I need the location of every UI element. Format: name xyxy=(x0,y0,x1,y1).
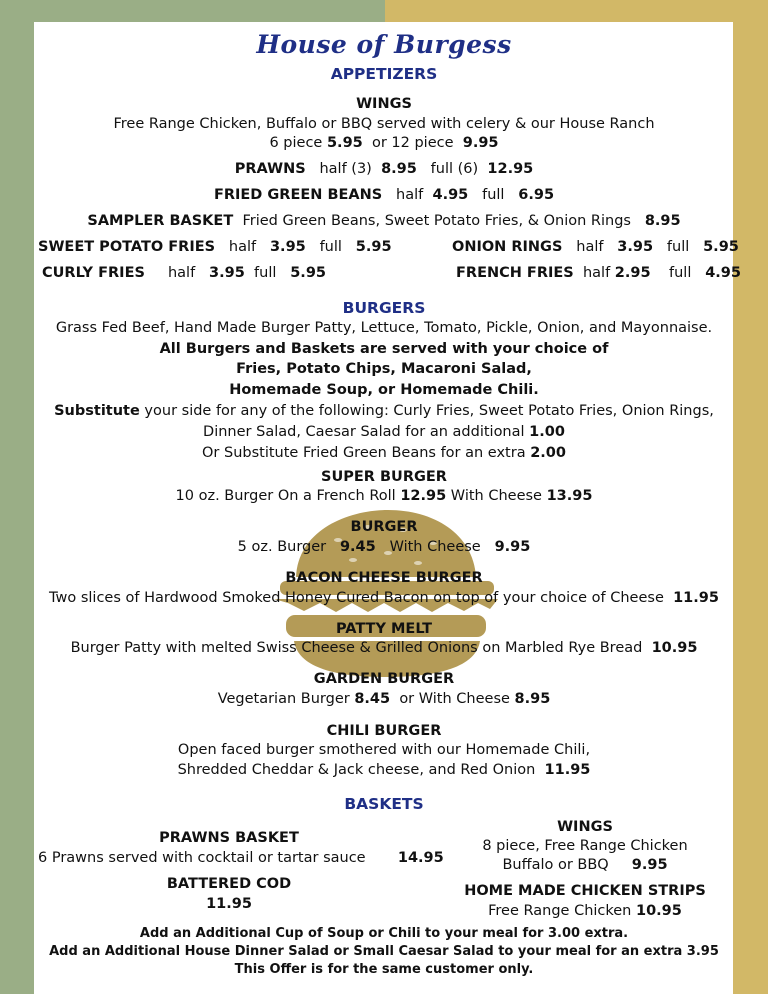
super-burger-cheese-price: 13.95 xyxy=(546,488,593,504)
substitute-text-2: Dinner Salad, Caesar Salad for an additional xyxy=(203,424,525,440)
chili-burger-description-1: Open faced burger smothered with our Homemade Chili, xyxy=(177,742,591,758)
curly-full-price: 5.95 xyxy=(290,265,326,281)
burger-cheese-label: With Cheese xyxy=(389,539,481,555)
prawns-basket-name: PRAWNS BASKET xyxy=(159,830,299,846)
basket-wings-description-1: 8 piece, Free Range Chicken xyxy=(482,838,688,854)
prawns-basket-description: 6 Prawns served with cocktail or tartar sauce xyxy=(38,850,366,866)
patty-melt-name: PATTY MELT xyxy=(335,621,433,637)
patty-melt-description: Burger Patty with melted Swiss Cheese & Grilled Onions on Marbled Rye Bread xyxy=(70,640,643,656)
onion-name: ONION RINGS xyxy=(452,239,563,255)
substitute-line-3 xyxy=(0,443,768,463)
curly-half-price: 3.95 xyxy=(209,265,245,281)
substitute-price-1: 1.00 xyxy=(529,424,565,440)
super-burger-cheese-label: With Cheese xyxy=(450,488,542,504)
chicken-strips-description: Free Range Chicken xyxy=(488,903,632,919)
onion-half-price: 3.95 xyxy=(617,239,654,255)
curly-full-label: full xyxy=(254,265,277,281)
burger-price: 9.45 xyxy=(339,539,376,555)
french-full-price: 4.95 xyxy=(705,265,741,281)
wings-12-price: 9.95 xyxy=(462,135,499,151)
fried-green-beans-item xyxy=(0,185,768,205)
battered-cod-name: BATTERED COD xyxy=(166,876,292,892)
patty-melt-line xyxy=(0,638,768,658)
prawns-full-price: 12.95 xyxy=(487,161,534,177)
garden-burger-line xyxy=(0,689,768,709)
basket-wings-description-2: Buffalo or BBQ xyxy=(502,857,609,873)
burgers-sides-line-1: All Burgers and Baskets are served with your choice of xyxy=(159,341,609,357)
super-burger-name: SUPER BURGER xyxy=(321,469,447,485)
chicken-strips-name: HOME MADE CHICKEN STRIPS xyxy=(464,883,706,899)
basket-wings-line xyxy=(440,855,730,875)
burger-cheese-price: 9.95 xyxy=(494,539,531,555)
substitute-text-1: your side for any of the following: Curly Fries, Sweet Potato Fries, Onion Rings, xyxy=(144,403,714,419)
prawns-half-label: half (3) xyxy=(319,161,372,177)
prawns-basket-line xyxy=(38,848,444,868)
curly-half-label: half xyxy=(167,265,196,281)
spf-full-price: 5.95 xyxy=(355,239,392,255)
burgers-intro: Grass Fed Beef, Hand Made Burger Patty, Lettuce, Tomato, Pickle, Onion, and Mayonnaise. xyxy=(55,320,713,336)
super-burger-description: 10 oz. Burger On a French Roll xyxy=(175,488,396,504)
footer-offer-note: This Offer is for the same customer only. xyxy=(234,962,534,977)
wings-prices xyxy=(0,133,768,153)
prawns-half-price: 8.95 xyxy=(381,161,417,177)
garden-burger-cheese-label: or With Cheese xyxy=(399,691,510,707)
battered-cod-price: 11.95 xyxy=(206,896,252,912)
basket-wings-price: 9.95 xyxy=(631,857,668,873)
french-half-price: 2.95 xyxy=(614,265,651,281)
substitute-text-3: Or Substitute Fried Green Beans for an extra xyxy=(202,445,526,461)
fgb-full-label: full xyxy=(482,187,505,203)
wings-description: Free Range Chicken, Buffalo or BBQ served with celery & our House Ranch xyxy=(113,116,655,132)
garden-burger-description: Vegetarian Burger xyxy=(217,691,350,707)
bacon-cheese-burger-description: Two slices of Hardwood Smoked Honey Cured Bacon on top of your choice of Cheese xyxy=(49,590,664,606)
garden-burger-name: GARDEN BURGER xyxy=(313,671,455,687)
super-burger-price: 12.95 xyxy=(400,488,447,504)
substitute-line-1 xyxy=(0,401,768,421)
chili-burger-line xyxy=(0,760,768,780)
curly-name: CURLY FRIES xyxy=(42,265,145,281)
chili-burger-price: 11.95 xyxy=(544,762,591,778)
onion-rings-item xyxy=(452,237,739,257)
fgb-half-price: 4.95 xyxy=(432,187,469,203)
french-fries-item xyxy=(456,263,741,283)
sampler-basket-item xyxy=(0,211,768,231)
sampler-name: SAMPLER BASKET xyxy=(87,213,234,229)
garden-burger-cheese-price: 8.95 xyxy=(514,691,551,707)
patty-melt-price: 10.95 xyxy=(651,640,698,656)
onion-full-price: 5.95 xyxy=(703,239,739,255)
burger-line xyxy=(0,537,768,557)
footer-salad-offer: Add an Additional House Dinner Salad or Small Caesar Salad to your meal for an extra 3.95 xyxy=(49,944,719,959)
burgers-sides-line-3: Homemade Soup, or Homemade Chili. xyxy=(229,382,539,398)
burger-description: 5 oz. Burger xyxy=(237,539,327,555)
prawns-item xyxy=(0,159,768,179)
burgers-sides-line-2: Fries, Potato Chips, Macaroni Salad, xyxy=(236,361,532,377)
spf-half-label: half xyxy=(228,239,257,255)
fgb-name: FRIED GREEN BEANS xyxy=(213,187,383,203)
prawns-basket-price: 14.95 xyxy=(397,850,444,866)
sampler-price: 8.95 xyxy=(644,213,681,229)
burgers-heading: BURGERS xyxy=(342,299,426,317)
appetizers-heading: APPETIZERS xyxy=(330,65,438,83)
french-full-label: full xyxy=(669,265,692,281)
bacon-cheese-burger-price: 11.95 xyxy=(673,590,719,606)
french-half-label: half xyxy=(582,265,611,281)
french-name: FRENCH FRIES xyxy=(456,265,574,281)
fgb-half-label: half xyxy=(396,187,424,203)
spf-name: SWEET POTATO FRIES xyxy=(38,239,216,255)
wings-6-label: 6 piece xyxy=(269,135,323,151)
substitute-line-2 xyxy=(0,422,768,442)
spf-half-price: 3.95 xyxy=(269,239,306,255)
onion-full-label: full xyxy=(666,239,690,255)
wings-6-price: 5.95 xyxy=(326,135,363,151)
curly-fries-item xyxy=(42,263,326,283)
prawns-name: PRAWNS xyxy=(234,161,306,177)
prawns-full-label: full (6) xyxy=(430,161,479,177)
chili-burger-description-2: Shredded Cheddar & Jack cheese, and Red Onion xyxy=(177,762,536,778)
chicken-strips-price: 10.95 xyxy=(636,903,682,919)
wings-name: WINGS xyxy=(356,96,412,112)
wings-12-label: or 12 piece xyxy=(371,135,454,151)
onion-half-label: half xyxy=(576,239,604,255)
chili-burger-name: CHILI BURGER xyxy=(326,723,442,739)
footer-soup-offer: Add an Additional Cup of Soup or Chili to your meal for 3.00 extra. xyxy=(139,926,629,941)
baskets-heading: BASKETS xyxy=(344,795,424,813)
page-title: House of Burgess xyxy=(256,30,512,59)
chicken-strips-line xyxy=(440,901,730,921)
garden-burger-price: 8.45 xyxy=(354,691,391,707)
bacon-cheese-burger-name: BACON CHEESE BURGER xyxy=(285,570,483,586)
substitute-label: Substitute xyxy=(54,403,140,419)
fgb-full-price: 6.95 xyxy=(518,187,555,203)
substitute-price-2: 2.00 xyxy=(530,445,566,461)
sweet-potato-fries-item xyxy=(38,237,392,257)
bacon-cheese-burger-line xyxy=(0,588,768,608)
sampler-description: Fried Green Beans, Sweet Potato Fries, & Onion Rings xyxy=(242,213,631,229)
super-burger-line xyxy=(0,486,768,506)
spf-full-label: full xyxy=(319,239,342,255)
burger-name: BURGER xyxy=(350,519,418,535)
basket-wings-name: WINGS xyxy=(557,819,613,835)
